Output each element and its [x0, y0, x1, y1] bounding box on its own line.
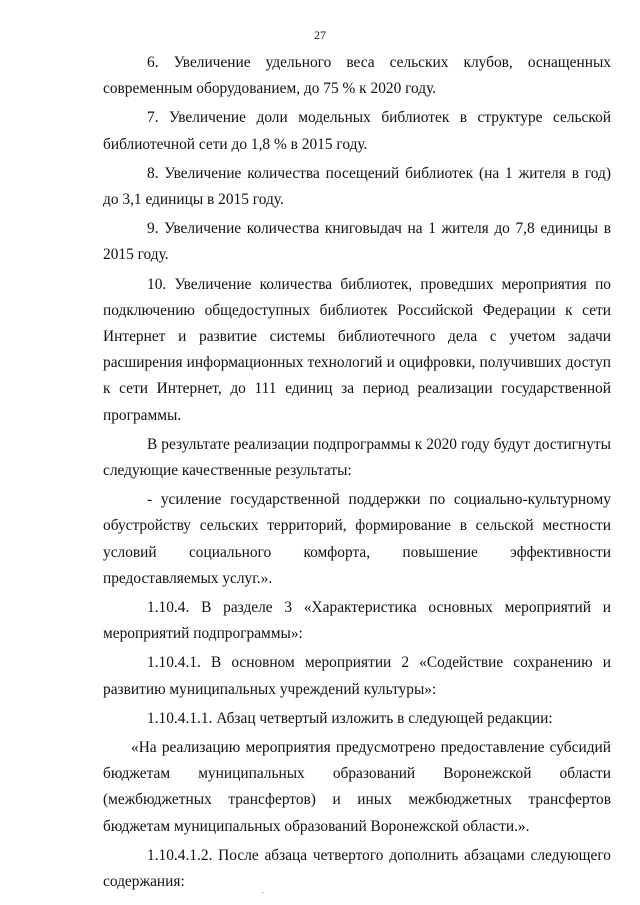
- scan-artifact-dot: [262, 892, 264, 893]
- paragraph-indicator-6: 6. Увеличение удельного веса сельских клубов, оснащенных современным оборудованием, до 75 % к 2020 году.: [103, 54, 611, 98]
- paragraph-section-1-10-4-1-2: 1.10.4.1.2. После абзаца четвертого дополнить абзацами следующего содержания:: [103, 846, 611, 891]
- paragraph-section-1-10-4-1-1: 1.10.4.1.1. Абзац четвертый изложить в следующей редакции:: [147, 709, 553, 727]
- paragraph-results-intro: В результате реализации подпрограммы к 2020 году будут достигнуты следующие качественные результаты:: [103, 435, 611, 480]
- paragraph-results-item: - усиление государственной поддержки по социально-культурному обустройству сельских территорий, формирование в сельской местности условий социального комфорта, повышение эффективности предоставляемых услуг.».: [103, 491, 611, 587]
- page-number: 27: [314, 28, 326, 42]
- paragraph-indicator-9: 9. Увеличение количества книговыдач на 1 жителя до 7,8 единицы в 2015 году.: [103, 220, 611, 264]
- paragraph-quoted-text: «На реализацию мероприятия предусмотрено предоставление субсидий бюджетам муниципальных образований Воронежской области (межбюджетных трансфертов) и иных межбюджетных трансфертов бюджетам муниципальных образований Воронежской области.».: [103, 739, 611, 835]
- paragraph-indicator-7: 7. Увеличение доли модельных библиотек в структуре сельской библиотечной сети до 1,8 % в 2015 году.: [103, 109, 611, 153]
- paragraph-section-1-10-4: 1.10.4. В разделе 3 «Характеристика основных мероприятий и мероприятий подпрограммы»:: [103, 599, 611, 643]
- paragraph-indicator-8: 8. Увеличение количества посещений библиотек (на 1 жителя в год) до 3,1 единицы в 2015 году.: [103, 164, 611, 209]
- paragraph-section-1-10-4-1: 1.10.4.1. В основном мероприятии 2 «Содействие сохранению и развитию муниципальных учреждений культуры»:: [103, 654, 611, 698]
- paragraph-indicator-10: 10. Увеличение количества библиотек, проведших мероприятия по подключению общедоступных библиотек Российской Федерации к сети Интернет и развитие системы библиотечного дела с учетом задачи расширения информационных технологий и оцифровки, получивших доступ к сети Интернет, до 111 единиц за период реализации государственной программы.: [103, 275, 611, 424]
- document-body: [103, 50, 611, 898]
